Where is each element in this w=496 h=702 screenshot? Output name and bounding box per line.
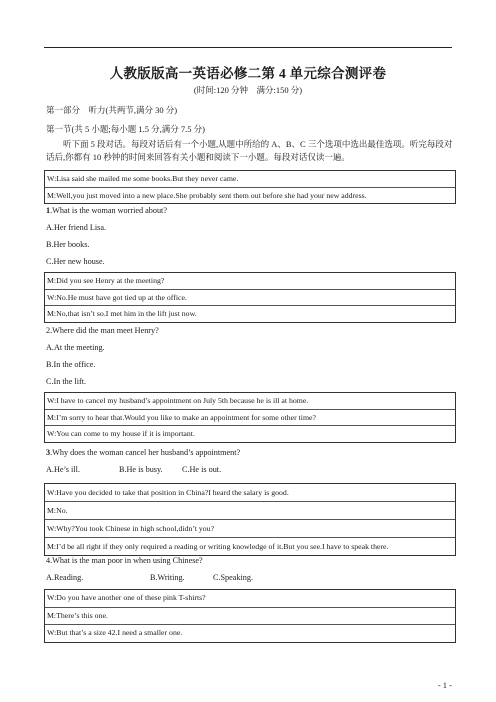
options-4 bbox=[46, 573, 253, 582]
dialogue-line: W:You can come to my house if it is important. bbox=[45, 425, 455, 442]
option-1a: A.Her friend Lisa. bbox=[46, 223, 107, 232]
dialogue-line: W:Have you decided to take that position in China?I heard the salary is good. bbox=[47, 488, 289, 497]
page-subtitle: (时间:120 分钟 满分:150 分) bbox=[193, 85, 303, 95]
dialogue-line: W:But that’s a size 42.I need a smaller one. bbox=[45, 624, 455, 642]
dialogue-line: W:Lisa said she mailed me some books.But they never came. bbox=[47, 174, 239, 183]
question-text: .Where did the man meet Henry? bbox=[50, 326, 159, 335]
dialogue-line: W:Do you have another one of these pink T-shirts? bbox=[47, 593, 206, 602]
instructions: 听下面 5 段对话。每段对话后有一个小题,从题中所给的 A、B、C 三个选项中选出最佳选项。听完每段对话后,你都有 10 秒钟的时间来回答有关小题和阅读下一小题。每段对话仅读一遍。 bbox=[46, 139, 453, 162]
page-title: 人教版版高一英语必修二第 4 单元综合测评卷 bbox=[109, 66, 387, 81]
option-4b: B.Writing. bbox=[150, 573, 185, 582]
dialogue-line: M:I’m sorry to hear that.Would you like to make an appointment for some other time? bbox=[45, 409, 455, 426]
dialogue-line: W:I have to cancel my husband’s appointment on July 5th because he is ill at home. bbox=[47, 396, 309, 405]
question-1 bbox=[46, 206, 167, 215]
dialogue-line: M:No,that isn’t so.I met him in the lift just now. bbox=[45, 305, 455, 322]
question-text: .Why does the woman cancel her husband’s appointment? bbox=[50, 448, 241, 457]
question-3 bbox=[46, 448, 240, 457]
option-3c: C.He is out. bbox=[182, 465, 222, 474]
dialogue-line: M:Well,you just moved into a new place.She probably sent them out before she had your new address. bbox=[45, 187, 455, 204]
dialogue-line: W:No.He must have got tied up at the office. bbox=[45, 289, 455, 306]
question-text: .What is the woman worried about? bbox=[50, 206, 167, 215]
option-2c: C.In the lift. bbox=[46, 377, 87, 386]
option-3a: A.He’s ill. bbox=[46, 465, 80, 474]
page-number: - 1 - bbox=[437, 680, 452, 690]
question-2 bbox=[46, 326, 159, 335]
option-1c: C.Her new house. bbox=[46, 257, 105, 266]
dialogue-box-5 bbox=[44, 589, 456, 643]
option-4a: A.Reading. bbox=[46, 573, 84, 582]
option-1b: B.Her books. bbox=[46, 240, 90, 249]
question-4 bbox=[46, 556, 203, 565]
dialogue-box-3 bbox=[44, 392, 456, 443]
section-subpart: 第一节(共 5 小题;每小题 1.5 分,满分 7.5 分) bbox=[46, 124, 205, 134]
option-4c: C.Speaking. bbox=[213, 573, 254, 582]
option-2a: A.At the meeting. bbox=[46, 343, 105, 352]
dialogue-box-2 bbox=[44, 272, 456, 323]
question-text: .What is the man poor in when using Chinese? bbox=[50, 556, 203, 565]
question-number: 3 bbox=[46, 448, 51, 457]
dialogue-line: M:I’d be all right if they only required a reading or writing knowledge of it.But you see.I have to speak there. bbox=[45, 537, 455, 555]
option-3b: B.He is busy. bbox=[119, 465, 163, 474]
option-2b: B.In the office. bbox=[46, 360, 96, 369]
question-number: 1 bbox=[46, 206, 51, 215]
header-rule bbox=[44, 47, 452, 48]
dialogue-line: W:Why?You took Chinese in high school,didn’t you? bbox=[45, 519, 455, 537]
section-part: 第一部分 听力(共两节,满分 30 分) bbox=[46, 105, 178, 115]
question-number: 4 bbox=[46, 556, 51, 565]
options-3 bbox=[46, 465, 221, 474]
question-number: 2 bbox=[46, 326, 51, 335]
dialogue-line: M:There’s this one. bbox=[45, 607, 455, 625]
dialogue-line: M:No. bbox=[45, 501, 455, 519]
dialogue-box-4 bbox=[44, 483, 456, 556]
dialogue-box-1 bbox=[44, 170, 456, 204]
dialogue-line: M:Did you see Henry at the meeting? bbox=[47, 276, 165, 285]
